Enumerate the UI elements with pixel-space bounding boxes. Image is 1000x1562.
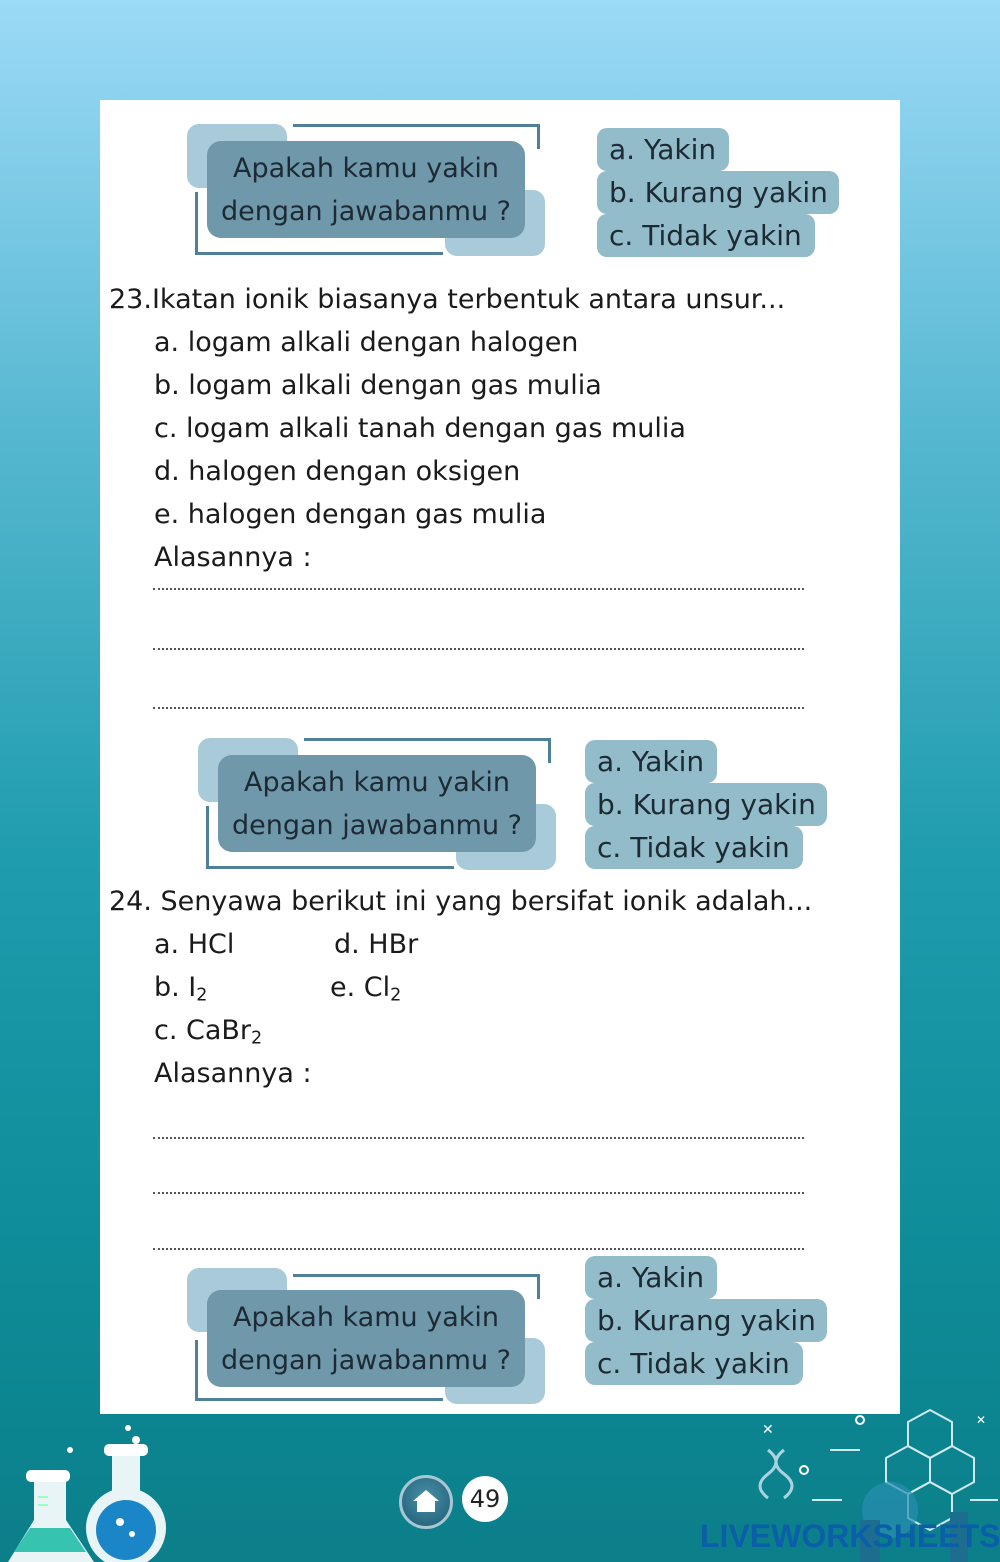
home-button[interactable] [399, 1475, 453, 1529]
option-tidak-yakin[interactable]: c. Tidak yakin [585, 826, 803, 869]
q23-option-b[interactable]: b. logam alkali dengan gas mulia [154, 370, 602, 401]
confidence-block-2 [198, 738, 858, 888]
question-24: 24. Senyawa berikut ini yang bersifat ionik adalah... [109, 886, 813, 917]
q23-reason-label: Alasannya : [154, 542, 312, 573]
option-tidak-yakin[interactable]: c. Tidak yakin [597, 214, 815, 257]
formula-text: b. I [154, 972, 197, 1003]
confidence-block-3 [187, 1250, 847, 1400]
q24-option-c[interactable] [154, 1015, 263, 1049]
question-line: dengan jawabanmu ? [220, 195, 512, 227]
answer-line[interactable] [153, 648, 804, 650]
formula-subscript: 2 [196, 985, 208, 1006]
q24-option-d[interactable]: d. HBr [334, 929, 419, 960]
confidence-question [207, 141, 525, 238]
question-line: dengan jawabanmu ? [220, 1344, 512, 1376]
svg-text:✕: ✕ [976, 1413, 987, 1427]
option-yakin[interactable]: a. Yakin [585, 740, 717, 783]
question-23: 23.Ikatan ionik biasanya terbentuk antara unsur... [109, 284, 786, 315]
formula-text: c. CaBr [154, 1015, 252, 1046]
answer-line[interactable] [153, 1137, 804, 1139]
option-yakin[interactable]: a. Yakin [585, 1256, 717, 1299]
formula-subscript: 2 [251, 1028, 263, 1049]
answer-line[interactable] [153, 707, 804, 709]
lab-flask-icon [0, 1410, 200, 1562]
question-line: Apakah kamu yakin [232, 152, 500, 184]
q23-option-c[interactable]: c. logam alkali tanah dengan gas mulia [154, 413, 686, 444]
confidence-question [207, 1290, 525, 1387]
formula-subscript: 2 [390, 985, 402, 1006]
q24-option-b[interactable] [154, 972, 208, 1006]
q24-option-e[interactable] [330, 972, 402, 1006]
option-kurang-yakin[interactable]: b. Kurang yakin [585, 1299, 827, 1342]
option-tidak-yakin[interactable]: c. Tidak yakin [585, 1342, 803, 1385]
confidence-block-1 [187, 124, 847, 274]
home-icon [412, 1488, 440, 1514]
question-line: Apakah kamu yakin [243, 766, 511, 798]
svg-text:✕: ✕ [762, 1422, 774, 1438]
question-line: dengan jawabanmu ? [231, 809, 523, 841]
brand-logo[interactable]: LIVEWORKSHEETS [700, 1518, 1000, 1554]
q23-option-e[interactable]: e. halogen dengan gas mulia [154, 499, 547, 530]
option-yakin[interactable]: a. Yakin [597, 128, 729, 171]
answer-line[interactable] [153, 1192, 804, 1194]
option-kurang-yakin[interactable]: b. Kurang yakin [585, 783, 827, 826]
q23-option-d[interactable]: d. halogen dengan oksigen [154, 456, 521, 487]
answer-line[interactable] [153, 588, 804, 590]
formula-text: e. Cl [330, 972, 391, 1003]
confidence-question [218, 755, 536, 852]
option-kurang-yakin[interactable]: b. Kurang yakin [597, 171, 839, 214]
page-number: 49 [462, 1476, 508, 1522]
q24-option-a[interactable]: a. HCl [154, 929, 235, 960]
question-line: Apakah kamu yakin [232, 1301, 500, 1333]
q24-reason-label: Alasannya : [154, 1058, 312, 1089]
q23-option-a[interactable]: a. logam alkali dengan halogen [154, 327, 579, 358]
